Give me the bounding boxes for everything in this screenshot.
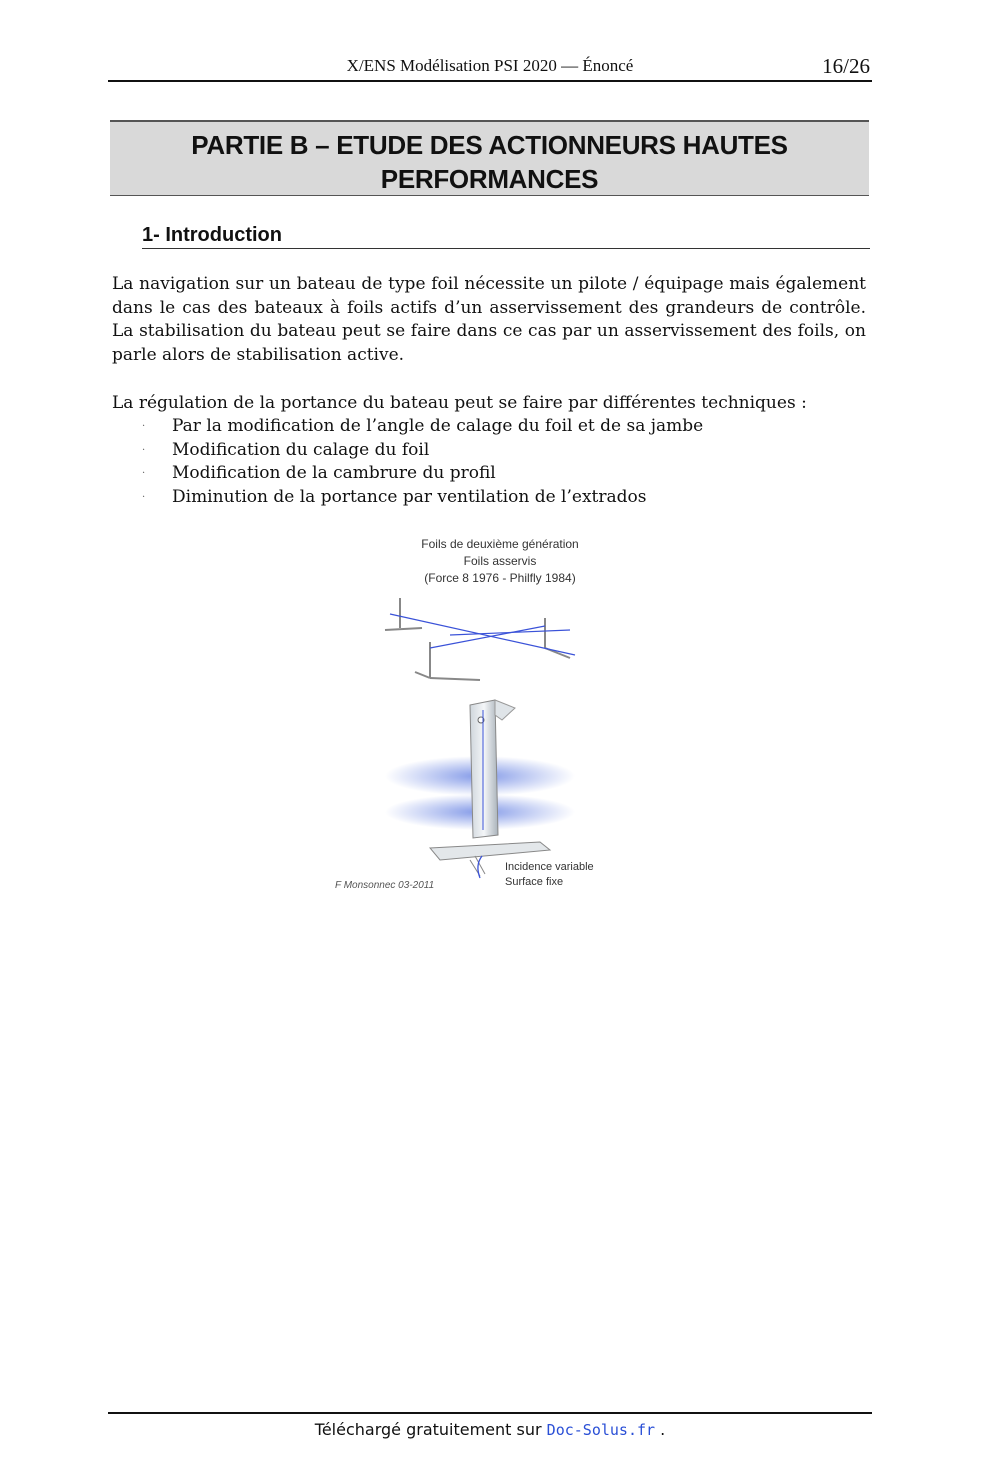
intro-paragraph: La navigation sur un bateau de type foil nécessite un pilote / équipage mais également dans le cas des bateaux à foils actifs d’un asservissement des grandeurs de contrôle. La stabilisation du bateau peut se faire dans ce cas par un asservissement des foils, on parle alors de stabilisation active. — [112, 274, 866, 365]
page-number: 16/26 — [822, 54, 870, 78]
figure-annotation: Incidence variable Surface fixe — [505, 861, 594, 888]
document-title: X/ENS Modélisation PSI 2020 — Énoncé — [346, 56, 634, 75]
figure-caption: Foils de deuxième génération Foils asservis (Force 8 1976 - Philfly 1984) — [421, 537, 579, 585]
techniques-paragraph: La régulation de la portance du bateau peut se faire par différentes techniques : — [112, 393, 807, 413]
techniques-list — [112, 415, 866, 509]
foil-figure — [330, 530, 620, 900]
doc-solus-link[interactable]: Doc-Solus.fr — [546, 1421, 656, 1439]
bullet-marker: · — [142, 444, 146, 456]
bullet-marker: · — [142, 468, 146, 479]
part-banner — [110, 120, 869, 196]
list-item: · Par la modification de l’angle de calage du foil et de sa jambe — [112, 415, 866, 439]
section-heading: 1- Introduction — [142, 222, 870, 249]
bullet-marker: · — [142, 491, 146, 503]
foil-diagram-illustration — [330, 530, 620, 900]
list-item: · Modification du calage du foil — [112, 439, 866, 463]
page-header — [108, 52, 872, 82]
bullet-marker: · — [142, 421, 146, 432]
footer-suffix: . — [655, 1420, 666, 1439]
list-item: · Modification de la cambrure du profil — [112, 462, 866, 486]
part-title-line2: PERFORMANCES — [380, 164, 599, 194]
part-title-line1: PARTIE B – ETUDE DES ACTIONNEURS HAUTES — [191, 130, 788, 160]
figure-credit: F Monsonnec 03-2011 — [335, 880, 435, 891]
list-item: · Diminution de la portance par ventilation de l’extrados — [112, 486, 866, 510]
page-footer — [108, 1420, 872, 1439]
footer-divider — [108, 1412, 872, 1414]
footer-text: Téléchargé gratuitement sur — [314, 1420, 542, 1439]
